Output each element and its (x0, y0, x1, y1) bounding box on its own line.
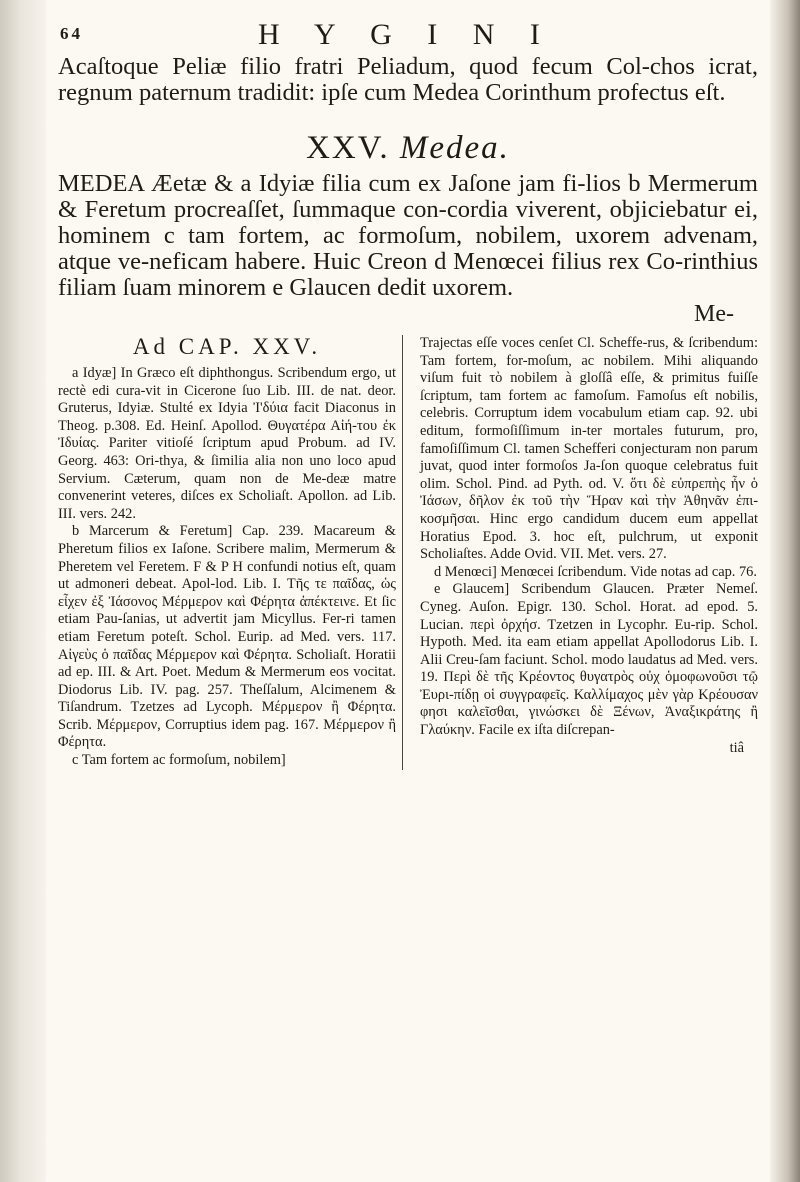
chapter-name: Medea. (399, 130, 510, 166)
note-d: d Menœci] Menœcei ſcribendum. Vide notas ad cap. 76. (434, 563, 757, 580)
notes-heading: Ad CAP. XXV. (132, 334, 322, 359)
chapter-numeral: XXV. (306, 130, 390, 166)
chapter-text: MEDEA Æetæ & a Idyiæ filia cum ex Jaſone jam fi-lios b Mermerum & Feretum procreaſſet, ſummaque con-cordia viverent, objiciebatur ei, hominem c tam fortem, ac formoſum, nobilem, uxorem advenam, atque ve-neficam habere. Huic Creon d Menœcei filius rex Co-rinthius filiam ſuam minorem e Glaucen dedit uxorem. (58, 170, 758, 301)
intro-paragraph: Acaſtoque Peliæ filio fratri Peliadum, quod fecum Col-chos icrat, regnum paternum tradidit: ipſe cum Medea Corinthum profectus eſt. (58, 53, 758, 106)
facing-page-edge (770, 0, 800, 1182)
notes-catchword: tiâ (729, 739, 744, 756)
running-title: H Y G I N I (258, 18, 554, 51)
note-a: a Idyæ] In Græco eſt diphthongus. Scribendum ergo, ut rectè edi cura-vit in Cicerone ſuo Lib. III. de nat. deor. Gruterus, Idyiæ. Stulté ex Idyia Ἰ'δύια facit Diaconus in Theog. p.308. Ed. Heinſ. Apollod. Θυγατέρα Αἰή-του ἐκ Ἰδυίας. Pariter vitioſé ſcriptum apud Probum. ad IV. Georg. 463: Ori-thya, & ſimilia alia non uno loco apud Servium. Cæterum, quam non de Me-deæ matre convenerint veteres, diſces ex Scholiaſt. Apollon. ad Lib. III. vers. 242. (58, 365, 396, 522)
note-e: e Glaucem] Scribendum Glaucen. Præter Nemeſ. Cyneg. Auſon. Epigr. 130. Schol. Horat. ad epod. 5. Lucian. περὶ ὀρχήσ. Tzetzen in Lycophr. Eu-rip. Schol. Hypoth. Med. ita eam etiam appellat Apollodorus Lib. I. Alii Creu-ſam faciunt. Schol. modo laudatus ad Med. vers. 19. Περὶ δὲ τῆς Κρέοντος θυγατρὸς οὐχ ὁμοφωνοῦσι τῷ Ἐυρι-πίδῃ οἱ συγγραφεῖς. Καλλίμαχος μὲν γὰρ Κρέουσαν φησι καλεῖσθαι, γινώσκει δὲ Ξένων, Ἀναξικράτης ἢ Γλαύκην. Facile ex iſta diſcrepan- (420, 581, 758, 739)
book-binding-gutter (0, 0, 46, 1182)
running-head (58, 20, 758, 54)
notes-left-column (58, 335, 403, 770)
chapter-heading (58, 130, 758, 167)
note-c: c Tam fortem ac formoſum, nobilem] (72, 752, 286, 769)
book-page (58, 20, 758, 1170)
main-catchword: Me- (694, 301, 734, 327)
note-b: b Marcerum & Feretum] Cap. 239. Macareum & Pheretum filios ex Iaſone. Scribere malim, Mermerum & Pheretem vel Feretem. F & P H confundi notius eſt, quam ut admoneri debeat. Apol-lod. Lib. I. Τῆς τε παῖδας, ὡς εἶχεν ἐξ Ἰάσονος Μέρμερον καὶ Φέρητα ἀπέκτεινε. Et ſic etiam Pau-ſanias, ut advertit jam Micyllus. Fer-ri tamen etiam Feretum poteſt. Schol. Eurip. ad Med. vers. 117. Αἰγεὺς ὁ παῖδας Μέρμερον καὶ Φέρητα. Scholiaſt. Horatii ad ep. III. & Art. Poet. Medum & Mermerum eos vocitat. Diodorus Lib. IV. pag. 257. Theſſalum, Alcimenem & Tiſandrum. Tzetzes ad Lycoph. Μέρμερον ἢ Φέρητα. Scrib. Μέρμερον, Corruptius idem pag. 167. Μέρμερον ἢ Φέρητα. (58, 523, 396, 751)
notes-right-column (418, 335, 758, 770)
notes-columns (58, 335, 758, 770)
note-c-continued: Trajectas eſſe voces cenſet Cl. Scheffe-rus, & ſcribendum: Tam fortem, for-moſum, ac nobilem. Mihi aliquando viſum fuit τὸ nobilem à gloſſâ eſſe, & primitus fuiſſe ſcriptum, tam fortem ac famoſum. Famoſus eſt nobilis, celebris. Corruptum idem vocabulum etiam cap. 92. ubi editum, formoſiſſimum in-ter mortales futurum, pro, famoſiſſimum Cl. tamen Schefferi conjecturam non parum juvat, quod inter formoſos Ja-ſon quoque celebratus fuit olim. Schol. Pind. ad Pyth. od. V. ὅτι δὲ εὐπρεπὴς ἦν ὁ Ἰάσων, δῆλον ἐκ τοῦ τὴν Ἥραν καὶ τὴν Ἀθηνᾶν ἐπι-κοσμῆσαι. Hinc ergo candidum ducem eum appellat Horatius Epod. 3. hoc eſt, pulchrum, ut exponit Scholiaſtes. Adde Ovid. VII. Met. vers. 27. (420, 335, 758, 563)
page-number: 64 (60, 24, 83, 43)
